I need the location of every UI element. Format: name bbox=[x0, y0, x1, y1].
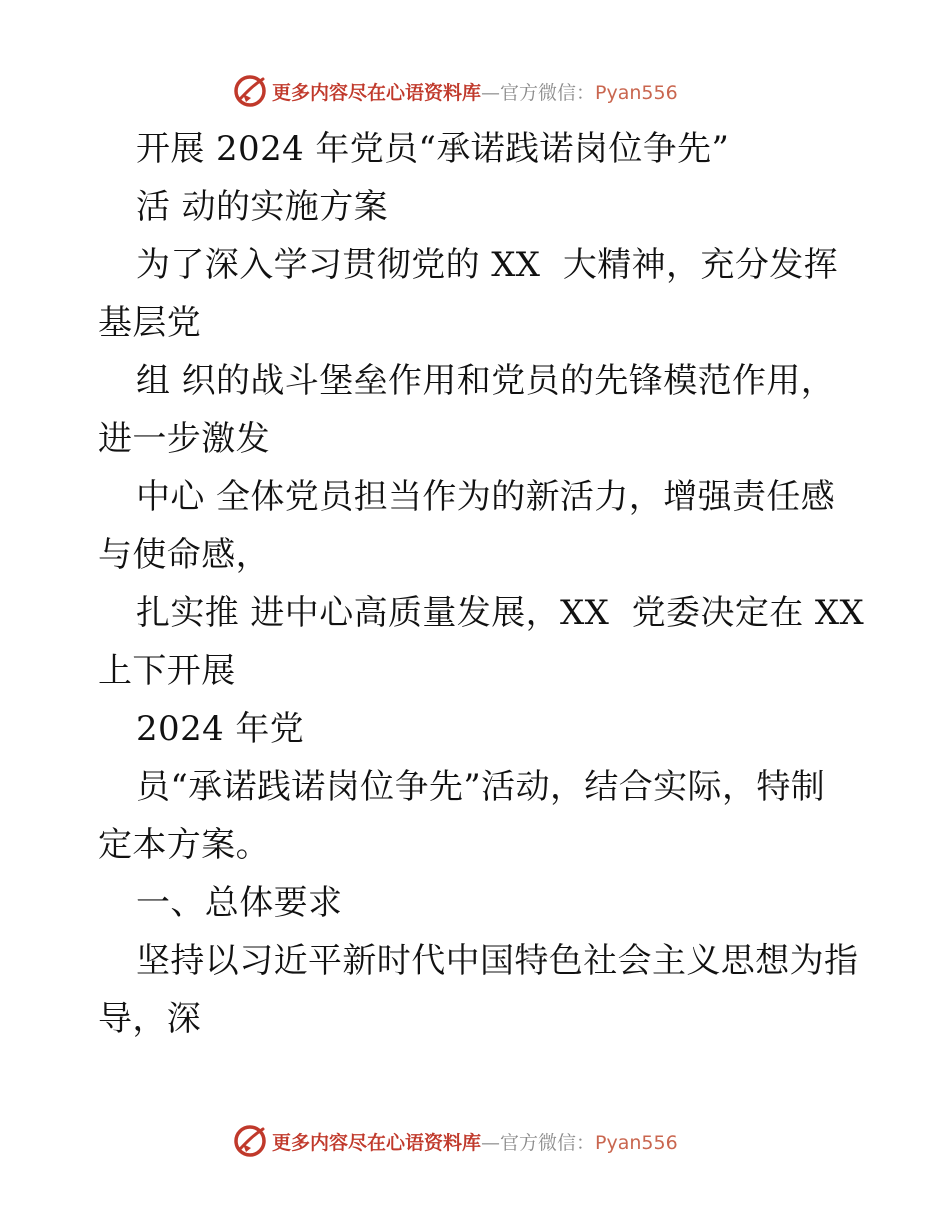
text-line: 与使命感， bbox=[98, 535, 270, 575]
watermark-text bbox=[272, 78, 678, 105]
text-line: 组 织的战斗堡垒作用和党员的先锋模范作用， bbox=[136, 361, 836, 401]
text-line: 定本方案。 bbox=[98, 825, 270, 865]
brush-logo-icon bbox=[232, 73, 268, 109]
brush-logo-icon bbox=[232, 1123, 268, 1159]
text-line: 中心 全体党员担当作为的新活力，增强责任感 bbox=[136, 477, 836, 517]
watermark-account: Pyan556 bbox=[595, 81, 678, 104]
watermark-account: Pyan556 bbox=[595, 1131, 678, 1154]
text-line: 为了深入学习贯彻党的 XX 大精神，充分发挥 bbox=[136, 245, 839, 285]
text-line: 一、总体要求 bbox=[136, 883, 343, 923]
text-line: 坚持以习近平新时代中国特色社会主义思想为指 bbox=[136, 941, 859, 981]
watermark-text bbox=[272, 1128, 678, 1155]
header-watermark bbox=[232, 71, 678, 111]
text-line: 导，深 bbox=[98, 999, 202, 1039]
watermark-channel: 官方微信： bbox=[500, 81, 596, 104]
text-line: 员“承诺践诺岗位争先”活动，结合实际，特制 bbox=[136, 767, 826, 807]
text-line: 2024 年党 bbox=[136, 709, 305, 749]
text-line: 扎实推 进中心高质量发展，XX 党委决定在 XX bbox=[136, 593, 865, 633]
text-line: 活 动的实施方案 bbox=[136, 187, 389, 227]
text-line: 开展 2024 年党员“承诺践诺岗位争先” bbox=[136, 129, 730, 169]
text-line: 基层党 bbox=[98, 303, 202, 343]
text-line: 上下开展 bbox=[98, 651, 236, 691]
document-body bbox=[98, 120, 865, 1048]
watermark-channel: 官方微信： bbox=[500, 1131, 596, 1154]
text-line: 进一步激发 bbox=[98, 419, 270, 459]
watermark-site: 更多内容尽在心语资料库 bbox=[272, 1131, 482, 1154]
watermark-separator: — bbox=[481, 1131, 501, 1154]
watermark-separator: — bbox=[481, 81, 501, 104]
watermark-site: 更多内容尽在心语资料库 bbox=[272, 81, 482, 104]
footer-watermark bbox=[232, 1121, 678, 1161]
